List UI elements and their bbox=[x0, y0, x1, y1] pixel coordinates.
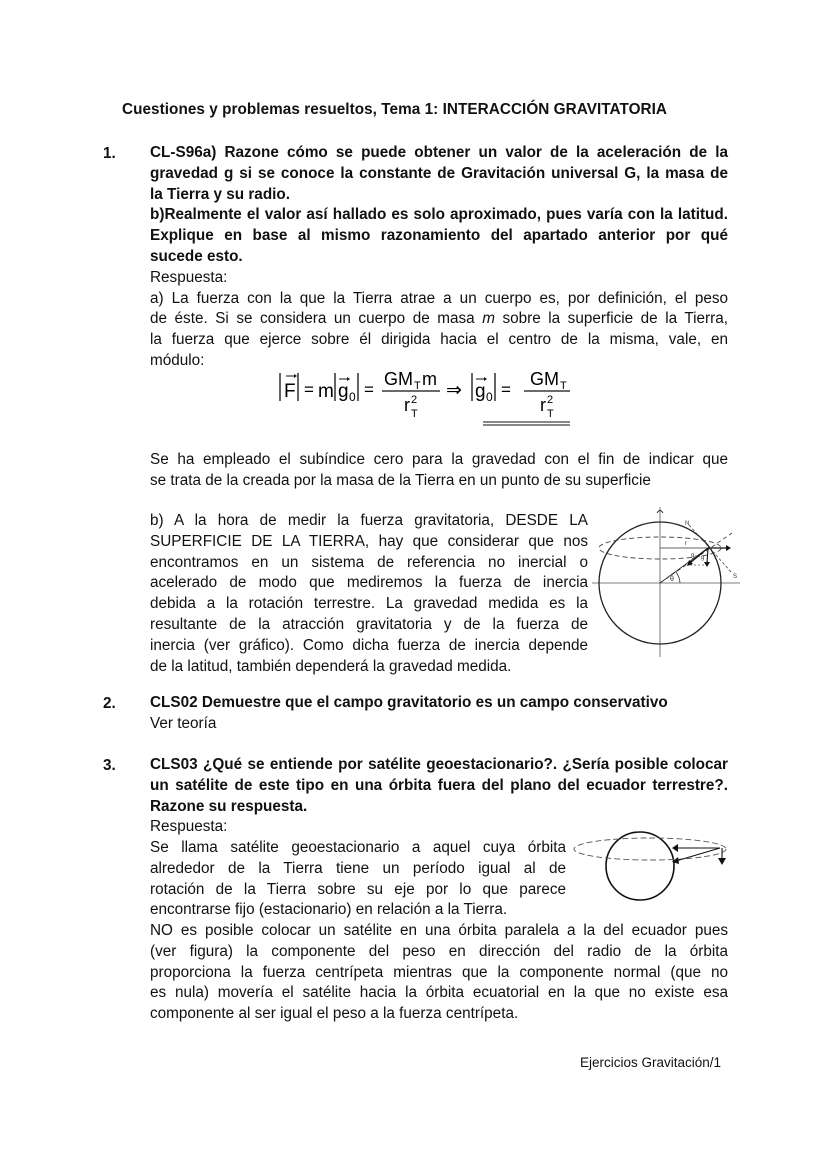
label-g0: g₀ bbox=[691, 553, 697, 559]
answer-a-line: módulo: bbox=[150, 351, 205, 369]
question-1-number: 1. bbox=[103, 145, 116, 162]
answer-b-line: b) A la hora de medir la fuerza gravitatoria, DESDE LA bbox=[150, 512, 588, 529]
formula-equals: = bbox=[364, 380, 374, 399]
question-3-statement-line: CLS03 ¿Qué se entiende por satélite geoestacionario?. ¿Sería posible colocar bbox=[150, 756, 728, 773]
arrowhead-icon bbox=[718, 858, 726, 865]
note-line: se trata de la creada por la masa de la Tierra en un punto de su superficie bbox=[150, 471, 651, 489]
answer-b-line: resultante de la atracción gravitatoria y de la fuerza de bbox=[150, 615, 588, 633]
answer-b bbox=[150, 511, 588, 677]
answer-b-line: encontramos en un sistema de referencia no inercial o bbox=[150, 553, 588, 571]
label-r: r bbox=[685, 541, 687, 547]
answer-a-text: de éste. Si se considera un cuerpo de masa bbox=[150, 310, 483, 328]
formula-g0-sub: 0 bbox=[486, 390, 493, 404]
question-1-statement-line: CL-S96a) Razone cómo se puede obtener un valor de la aceleración de la bbox=[150, 144, 728, 161]
earth-circle bbox=[606, 832, 674, 900]
answer-label: Respuesta: bbox=[150, 818, 228, 836]
label-g: g bbox=[701, 555, 705, 561]
formula-den-sub: T bbox=[547, 408, 554, 420]
formula-m: m bbox=[318, 381, 334, 402]
question-1-statement-line: b)Realmente el valor así hallado es solo aproximado, pues varía con la latitud. bbox=[150, 206, 728, 224]
formula-g0: g bbox=[338, 381, 349, 402]
answer-line: componente al ser igual el peso a la fuerza centrípeta. bbox=[150, 1005, 519, 1023]
arrowhead-icon bbox=[672, 844, 678, 852]
question-3-number: 3. bbox=[103, 757, 116, 774]
answer-b-line: debida a la rotación terrestre. La gravedad medida es la bbox=[150, 595, 588, 613]
answer-line: (ver figura) la componente del peso en dirección del radio de la órbita bbox=[150, 942, 728, 960]
gravity-formula bbox=[278, 367, 578, 429]
question-1-statement-line: gravedad g si se conoce la constante de Gravitación universal G, la masa de bbox=[150, 164, 728, 182]
label-S: S bbox=[733, 574, 738, 580]
orbit-ellipse bbox=[574, 838, 726, 860]
question-1-statement-line: sucede esto. bbox=[150, 247, 243, 265]
satellite-orbit-figure bbox=[572, 822, 740, 910]
label-N: N bbox=[685, 521, 690, 527]
formula-den-sup: 2 bbox=[411, 394, 418, 406]
page-footer: Ejercicios Gravitación/1 bbox=[580, 1055, 722, 1070]
question-2-statement: CLS02 Demuestre que el campo gravitatorio es un campo conservativo bbox=[150, 694, 668, 711]
question-3-answer-wrap bbox=[150, 838, 566, 921]
formula-num1-tail: m bbox=[422, 369, 437, 389]
answer-line: encontrarse fijo (estacionario) en relación a la Tierra. bbox=[150, 901, 508, 919]
question-1-statement-line: la Tierra y su radio. bbox=[150, 185, 291, 203]
answer-b-line: inercia (ver gráfico). Como dicha fuerza de inercia depende bbox=[150, 636, 588, 654]
formula-F: F bbox=[284, 381, 296, 402]
answer-b-line: SUPERFICIE DE LA TIERRA, hay que considerar que nos bbox=[150, 532, 588, 550]
formula-den-sup: 2 bbox=[547, 394, 554, 406]
answer-b-line: acelerado de modo que mediremos la fuerza de inercia bbox=[150, 574, 588, 592]
label-theta: θ bbox=[670, 576, 674, 583]
formula-den-sub: T bbox=[411, 408, 418, 420]
formula-equals: = bbox=[501, 380, 511, 399]
answer-a-line: la fuerza que ejerce sobre él dirigida hacia el centro de la misma, vale, en bbox=[150, 331, 728, 349]
question-1-statement-line: Explique en base al mismo razonamiento del apartado anterior por qué bbox=[150, 227, 728, 245]
answer-b-line: de la latitud, también dependerá la gravedad medida. bbox=[150, 657, 512, 675]
answer-line: alrededor de la Tierra tiene un período igual al de bbox=[150, 859, 566, 877]
implies-symbol: ⇒ bbox=[446, 380, 462, 401]
question-3-answer-full bbox=[150, 921, 728, 1025]
weight-vector bbox=[676, 848, 720, 861]
page-title: Cuestiones y problemas resueltos, Tema 1: INTERACCIÓN GRAVITATORIA bbox=[122, 101, 668, 118]
formula-equals: = bbox=[304, 380, 314, 399]
answer-a-line: a) La fuerza con la que la Tierra atrae a un cuerpo es, por definición, el peso bbox=[150, 289, 728, 307]
formula-den: r bbox=[404, 395, 410, 415]
formula-num1: GM bbox=[384, 369, 413, 389]
answer-line: Se llama satélite geoestacionario a aquel cuya órbita bbox=[150, 839, 566, 856]
question-3-statement-line: un satélite de este tipo en una órbita fuera del plano del ecuador terrestre?. bbox=[150, 776, 728, 794]
question-1 bbox=[150, 143, 728, 372]
question-2-answer: Ver teoría bbox=[150, 714, 217, 732]
arrowhead-icon bbox=[726, 545, 731, 551]
formula-g0: g bbox=[475, 381, 486, 402]
mass-symbol: m bbox=[482, 310, 495, 328]
formula-num2: GM bbox=[530, 369, 559, 389]
answer-line: es nula) movería el satélite hacia la órbita ecuatorial en la que no existe esa bbox=[150, 984, 728, 1002]
formula-num1-sub: T bbox=[414, 380, 421, 392]
question-2 bbox=[150, 693, 728, 735]
subscript-note bbox=[150, 450, 728, 492]
answer-a-line bbox=[150, 309, 728, 330]
note-line: Se ha empleado el subíndice cero para la gravedad con el fin de indicar que bbox=[150, 451, 728, 468]
vector-arrowhead-icon bbox=[294, 374, 297, 378]
arrowhead-icon bbox=[704, 562, 710, 567]
answer-label: Respuesta: bbox=[150, 268, 228, 286]
earth-gravity-figure bbox=[592, 505, 742, 665]
formula-num2-sub: T bbox=[560, 380, 567, 392]
answer-line: NO es posible colocar un satélite en una órbita paralela a la del ecuador pues bbox=[150, 922, 728, 939]
question-3-statement-line: Razone su respuesta. bbox=[150, 797, 308, 815]
formula-den: r bbox=[540, 395, 546, 415]
answer-line: rotación de la Tierra sobre su eje por lo que parece bbox=[150, 880, 566, 898]
answer-a-text: sobre la superficie de la Tierra, bbox=[494, 310, 728, 328]
question-2-number: 2. bbox=[103, 695, 116, 712]
tangent-line bbox=[689, 525, 732, 573]
formula-g0-sub: 0 bbox=[349, 390, 356, 404]
answer-line: proporciona la fuerza centrípeta mientras que la componente normal (que no bbox=[150, 963, 728, 981]
latitude-angle-arc bbox=[676, 572, 680, 583]
